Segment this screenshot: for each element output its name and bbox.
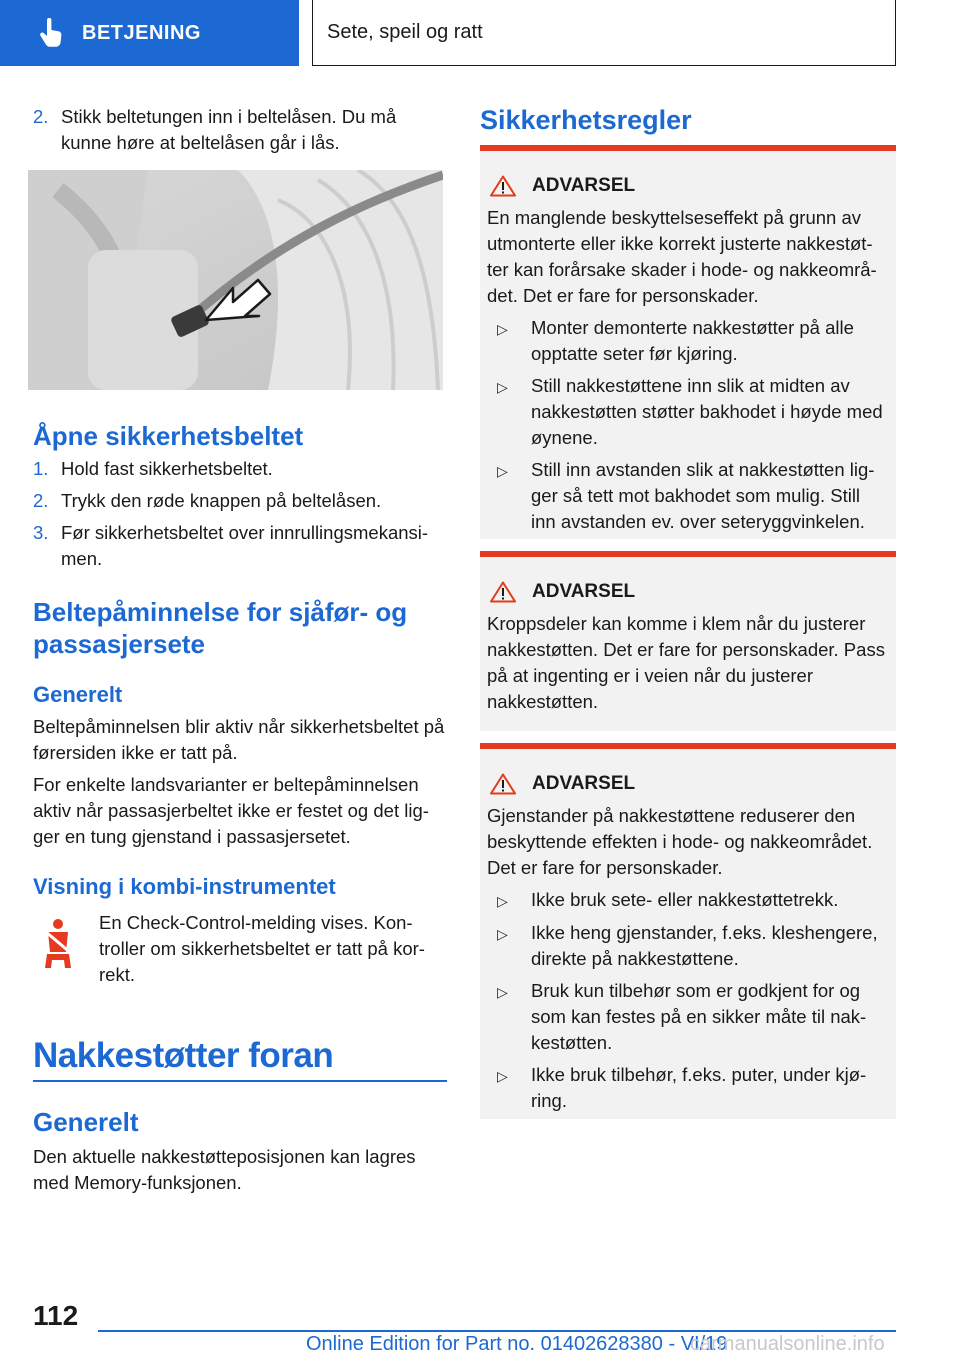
bullet-text: Bruk kun tilbehør som er godkjent for og som kan festes på en sikker måte til nak-kestøtten.	[531, 980, 867, 1053]
warning-box	[480, 743, 896, 1119]
step-text: Trykk den røde knappen på beltelåsen.	[61, 490, 382, 511]
warning-text: Gjenstander på nakkestøttene reduserer den beskyttende effekten i hode- og nakkeområdet. Det er fare for personskader.	[487, 805, 873, 878]
warning-triangle-icon	[490, 581, 516, 603]
heading-safety-rules: Sikkerhetsregler	[480, 105, 692, 135]
list-item	[33, 488, 447, 514]
step-text: Før sikkerhetsbeltet over innrullingsmekansi-men.	[61, 522, 429, 569]
bullet-triangle-icon: ▷	[497, 984, 508, 1000]
heading-belt-reminder: Beltepåminnelse for sjåfør- og passasjersete	[33, 597, 408, 659]
list-item	[487, 920, 888, 972]
bullet-triangle-icon: ▷	[497, 379, 508, 395]
bullet-triangle-icon: ▷	[497, 926, 508, 942]
list-item	[33, 520, 447, 572]
list-item	[487, 457, 888, 535]
section-title: Sete, speil og ratt	[312, 0, 896, 66]
hand-pointer-icon	[38, 18, 64, 48]
bullet-triangle-icon: ▷	[497, 463, 508, 479]
heading-front-headrests: Nakkestøtter foran	[33, 1036, 334, 1075]
bullet-text: Ikke bruk sete- eller nakkestøttetrekk.	[531, 889, 839, 910]
display-message-text: En Check-Control-melding vises. Kon-troller om sikkerhetsbeltet er tatt på kor-rekt.	[99, 912, 425, 985]
chapter-tab[interactable]	[0, 0, 299, 66]
bullet-text: Still nakkestøttene inn slik at midten av nakkestøtten støtter bakhodet i høyde med øynene.	[531, 375, 883, 448]
subheading-display: Visning i kombi-instrumentet	[33, 874, 336, 899]
bullet-text: Ikke heng gjenstander, f.eks. kleshengere, direkte på nakkestøttene.	[531, 922, 878, 969]
warning-text: En manglende beskyttelseseffekt på grunn av utmonterte eller ikke korrekt justerte nakkestøt-ter kan forårsake skader i hode- og nakkeområ-det. Det er fare for personskader.	[487, 207, 877, 306]
seatbelt-warning-icon	[38, 918, 78, 970]
section-divider	[33, 1080, 447, 1082]
list-item	[487, 373, 888, 451]
warning-triangle-icon	[490, 773, 516, 795]
step-insert-tongue	[33, 104, 447, 156]
warning-title-text: ADVARSEL	[532, 175, 636, 196]
warning-title-text: ADVARSEL	[532, 581, 636, 602]
footer-divider	[98, 1330, 896, 1332]
step-text: Hold fast sikkerhetsbeltet.	[61, 458, 273, 479]
warning-title	[487, 173, 888, 199]
step-number: 2.	[33, 490, 49, 511]
seatbelt-buckle-illustration	[28, 170, 443, 390]
list-item	[487, 887, 888, 914]
warning-box	[480, 551, 896, 731]
bullet-text: Monter demonterte nakkestøtter på alle opptatte seter før kjøring.	[531, 317, 854, 364]
chapter-tab-label: BETJENING	[82, 21, 201, 44]
edition-text: Online Edition for Part no. 01402628380 - VI/19	[306, 1333, 728, 1355]
subheading-headrest-general: Generelt	[33, 1107, 139, 1137]
subheading-general: Generelt	[33, 682, 123, 707]
warning-text: Kroppsdeler kan komme i klem når du justerer nakkestøtten. Det er fare for personskader. Pass på at ingenting er i veien når du justerer nakkestøtten.	[487, 613, 885, 712]
bullet-triangle-icon: ▷	[497, 1068, 508, 1084]
page-number: 112	[33, 1300, 79, 1331]
list-item	[33, 456, 447, 482]
step-number: 1.	[33, 458, 49, 479]
warning-title	[487, 771, 888, 797]
bullet-triangle-icon: ▷	[497, 321, 508, 337]
bullet-text: Still inn avstanden slik at nakkestøtten lig-ger så tett mot bakhodet som mulig. Still inn avstanden ev. over seteryggvinkelen.	[531, 459, 875, 532]
step-number: 3.	[33, 522, 49, 543]
bullet-text: Ikke bruk tilbehør, f.eks. puter, under kjø-ring.	[531, 1064, 867, 1111]
paragraph: For enkelte landsvarianter er beltepåminnelsen aktiv når passasjerbeltet ikke er festet og det lig-ger en tung gjenstand i passasjersetet.	[33, 774, 429, 847]
bullet-triangle-icon: ▷	[497, 893, 508, 909]
warning-box	[480, 145, 896, 539]
warning-title-text: ADVARSEL	[532, 773, 636, 794]
watermark: carmanualsonline.info	[690, 1333, 885, 1355]
warning-triangle-icon	[490, 175, 516, 197]
heading-open-belt: Åpne sikkerhetsbeltet	[33, 421, 304, 451]
list-item	[487, 315, 888, 367]
seatbelt-buckle-photo	[28, 170, 443, 390]
warning-title	[487, 579, 888, 605]
step-text: Stikk beltetungen inn i beltelåsen. Du må kunne høre at beltelåsen går i lås.	[61, 106, 397, 153]
paragraph: Den aktuelle nakkestøtteposisjonen kan lagres med Memory-funksjonen.	[33, 1146, 416, 1193]
step-number: 2.	[33, 106, 49, 127]
list-item	[487, 978, 888, 1056]
paragraph: Beltepåminnelsen blir aktiv når sikkerhetsbeltet på førersiden ikke er tatt på.	[33, 716, 445, 763]
list-item	[487, 1062, 888, 1114]
